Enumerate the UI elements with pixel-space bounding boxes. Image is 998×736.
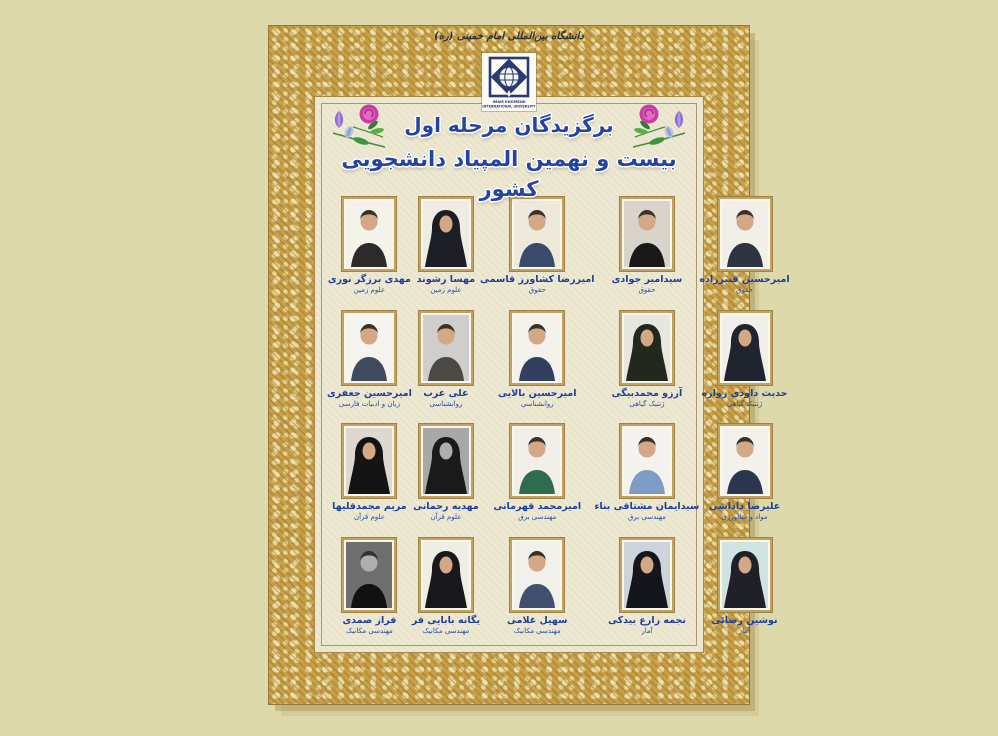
student-field: روانشناسی	[429, 399, 463, 408]
photo-frame	[510, 311, 564, 385]
title-line1: برگزیدگان مرحله اول	[404, 113, 614, 137]
student-name: سیدامیر جوادی	[611, 274, 683, 285]
student-name: سیدایمان مشتاقی بناء	[594, 501, 700, 513]
photo-frame	[718, 538, 772, 612]
photo-frame	[620, 424, 674, 498]
student-photo	[423, 542, 469, 608]
student-name: امیرحسین بالایی	[497, 387, 577, 399]
student-name: فراز صمدی	[342, 614, 397, 626]
content-panel	[314, 96, 790, 653]
student-photo	[423, 428, 469, 494]
student-photo	[423, 201, 469, 267]
student-card	[412, 424, 480, 522]
student-card	[480, 538, 594, 636]
photo-frame	[510, 197, 564, 271]
student-field: حقوق	[638, 285, 656, 294]
photo-frame	[342, 538, 396, 612]
student-card	[699, 424, 789, 522]
student-photo	[722, 542, 768, 608]
student-card	[327, 538, 412, 636]
student-photo	[722, 428, 768, 494]
student-name: امیرحسین قنبرزاده	[699, 274, 790, 285]
student-field: مواد و متالورژی	[721, 513, 768, 522]
student-name: نوشین رضائی	[711, 614, 778, 626]
student-name: مریم محمدقلیها	[332, 501, 407, 513]
student-photo	[346, 315, 392, 381]
student-card	[412, 197, 480, 295]
photo-frame	[718, 197, 772, 271]
student-name: سهیل غلامی	[507, 614, 568, 626]
student-field: مهندسی مکانیک	[422, 626, 470, 635]
student-field: آمار	[641, 626, 653, 635]
student-photo	[624, 428, 670, 494]
photo-frame	[620, 197, 674, 271]
student-photo	[624, 542, 670, 608]
student-name: آرزو محمدبیگی	[611, 387, 683, 399]
photo-frame	[718, 424, 772, 498]
student-field: زبان و ادبیات فارسی	[338, 399, 400, 408]
student-name: امیرحسین جعفری	[327, 387, 412, 399]
student-photo	[514, 428, 560, 494]
student-photo	[423, 315, 469, 381]
student-field: مهندسی برق	[627, 513, 666, 522]
flower-ornament-right	[629, 101, 691, 155]
student-photo	[346, 428, 392, 494]
photo-frame	[342, 424, 396, 498]
student-photo	[514, 542, 560, 608]
student-card	[595, 538, 700, 636]
title-line2: بیست و نهمین المپیاد دانشجویی کشور	[341, 147, 677, 201]
photo-frame	[510, 424, 564, 498]
students-grid	[327, 197, 790, 635]
photo-frame	[419, 424, 473, 498]
photo-frame	[718, 311, 772, 385]
student-photo	[624, 315, 670, 381]
student-field: ژنتیک گیاهی	[629, 399, 665, 408]
logo-text-line2: INTERNATIONAL UNIVERSITY	[482, 104, 536, 109]
student-card	[699, 197, 789, 295]
photo-frame	[342, 197, 396, 271]
logo-text-line1: IMAM KHOMEINI	[492, 100, 526, 104]
university-calligraphy: دانشگاه بین‌المللی امام خمینی (ره)	[434, 31, 584, 42]
student-card	[327, 424, 412, 522]
photo-frame	[510, 538, 564, 612]
photo-frame	[419, 197, 473, 271]
student-card	[480, 424, 594, 522]
student-field: آمار	[738, 626, 751, 635]
student-card	[412, 538, 480, 636]
student-name: مهدیه رحمانی	[413, 501, 479, 513]
student-card	[327, 197, 412, 295]
globe-logo-icon	[482, 53, 536, 111]
student-photo	[346, 542, 392, 608]
student-field: علوم زمین	[430, 285, 462, 294]
student-photo	[514, 201, 560, 267]
photo-frame	[419, 538, 473, 612]
student-photo	[722, 201, 768, 267]
student-name: یگانه بابایی فر	[411, 614, 481, 626]
student-field: حقوق	[736, 285, 753, 294]
university-logo	[482, 53, 536, 111]
student-photo	[722, 315, 768, 381]
student-field: روانشناسی	[520, 399, 554, 408]
student-field: علوم قرآن	[430, 513, 462, 522]
student-field: مهندسی مکانیک	[513, 626, 561, 635]
photo-frame	[620, 538, 674, 612]
student-field: مهندسی مکانیک	[346, 626, 393, 635]
student-card	[595, 424, 700, 522]
olympiad-poster	[268, 25, 790, 705]
student-card	[595, 311, 700, 409]
student-name: علی عرب	[423, 387, 469, 399]
student-card	[327, 311, 412, 409]
student-name: امیرمحمد قهرمانی	[493, 501, 582, 513]
flower-ornament-left	[327, 101, 389, 155]
student-name: حدیث داودی زواره	[701, 387, 788, 399]
student-field: علوم زمین	[353, 285, 386, 294]
student-field: حقوق	[528, 285, 546, 294]
student-name: مهسا رشوند	[416, 274, 476, 285]
student-name: مهدی برزگر نوری	[327, 274, 411, 285]
student-card	[699, 311, 789, 409]
student-card	[412, 311, 480, 409]
student-photo	[624, 201, 670, 267]
student-photo	[514, 315, 560, 381]
student-field: ژنتیک گیاهی	[726, 399, 763, 408]
student-field: علوم قرآن	[353, 513, 385, 522]
student-card	[480, 311, 594, 409]
student-card	[480, 197, 594, 295]
student-photo	[346, 201, 392, 267]
student-field: مهندسی برق	[518, 513, 557, 522]
student-card	[595, 197, 700, 295]
photo-frame	[342, 311, 396, 385]
photo-frame	[620, 311, 674, 385]
student-card	[699, 538, 789, 636]
student-name: نجمه زارع بیدکی	[607, 614, 686, 626]
student-name: علیرضا داداشی	[708, 501, 781, 513]
student-name: امیررضا کشاورز قاسمی	[480, 274, 595, 285]
photo-frame	[419, 311, 473, 385]
